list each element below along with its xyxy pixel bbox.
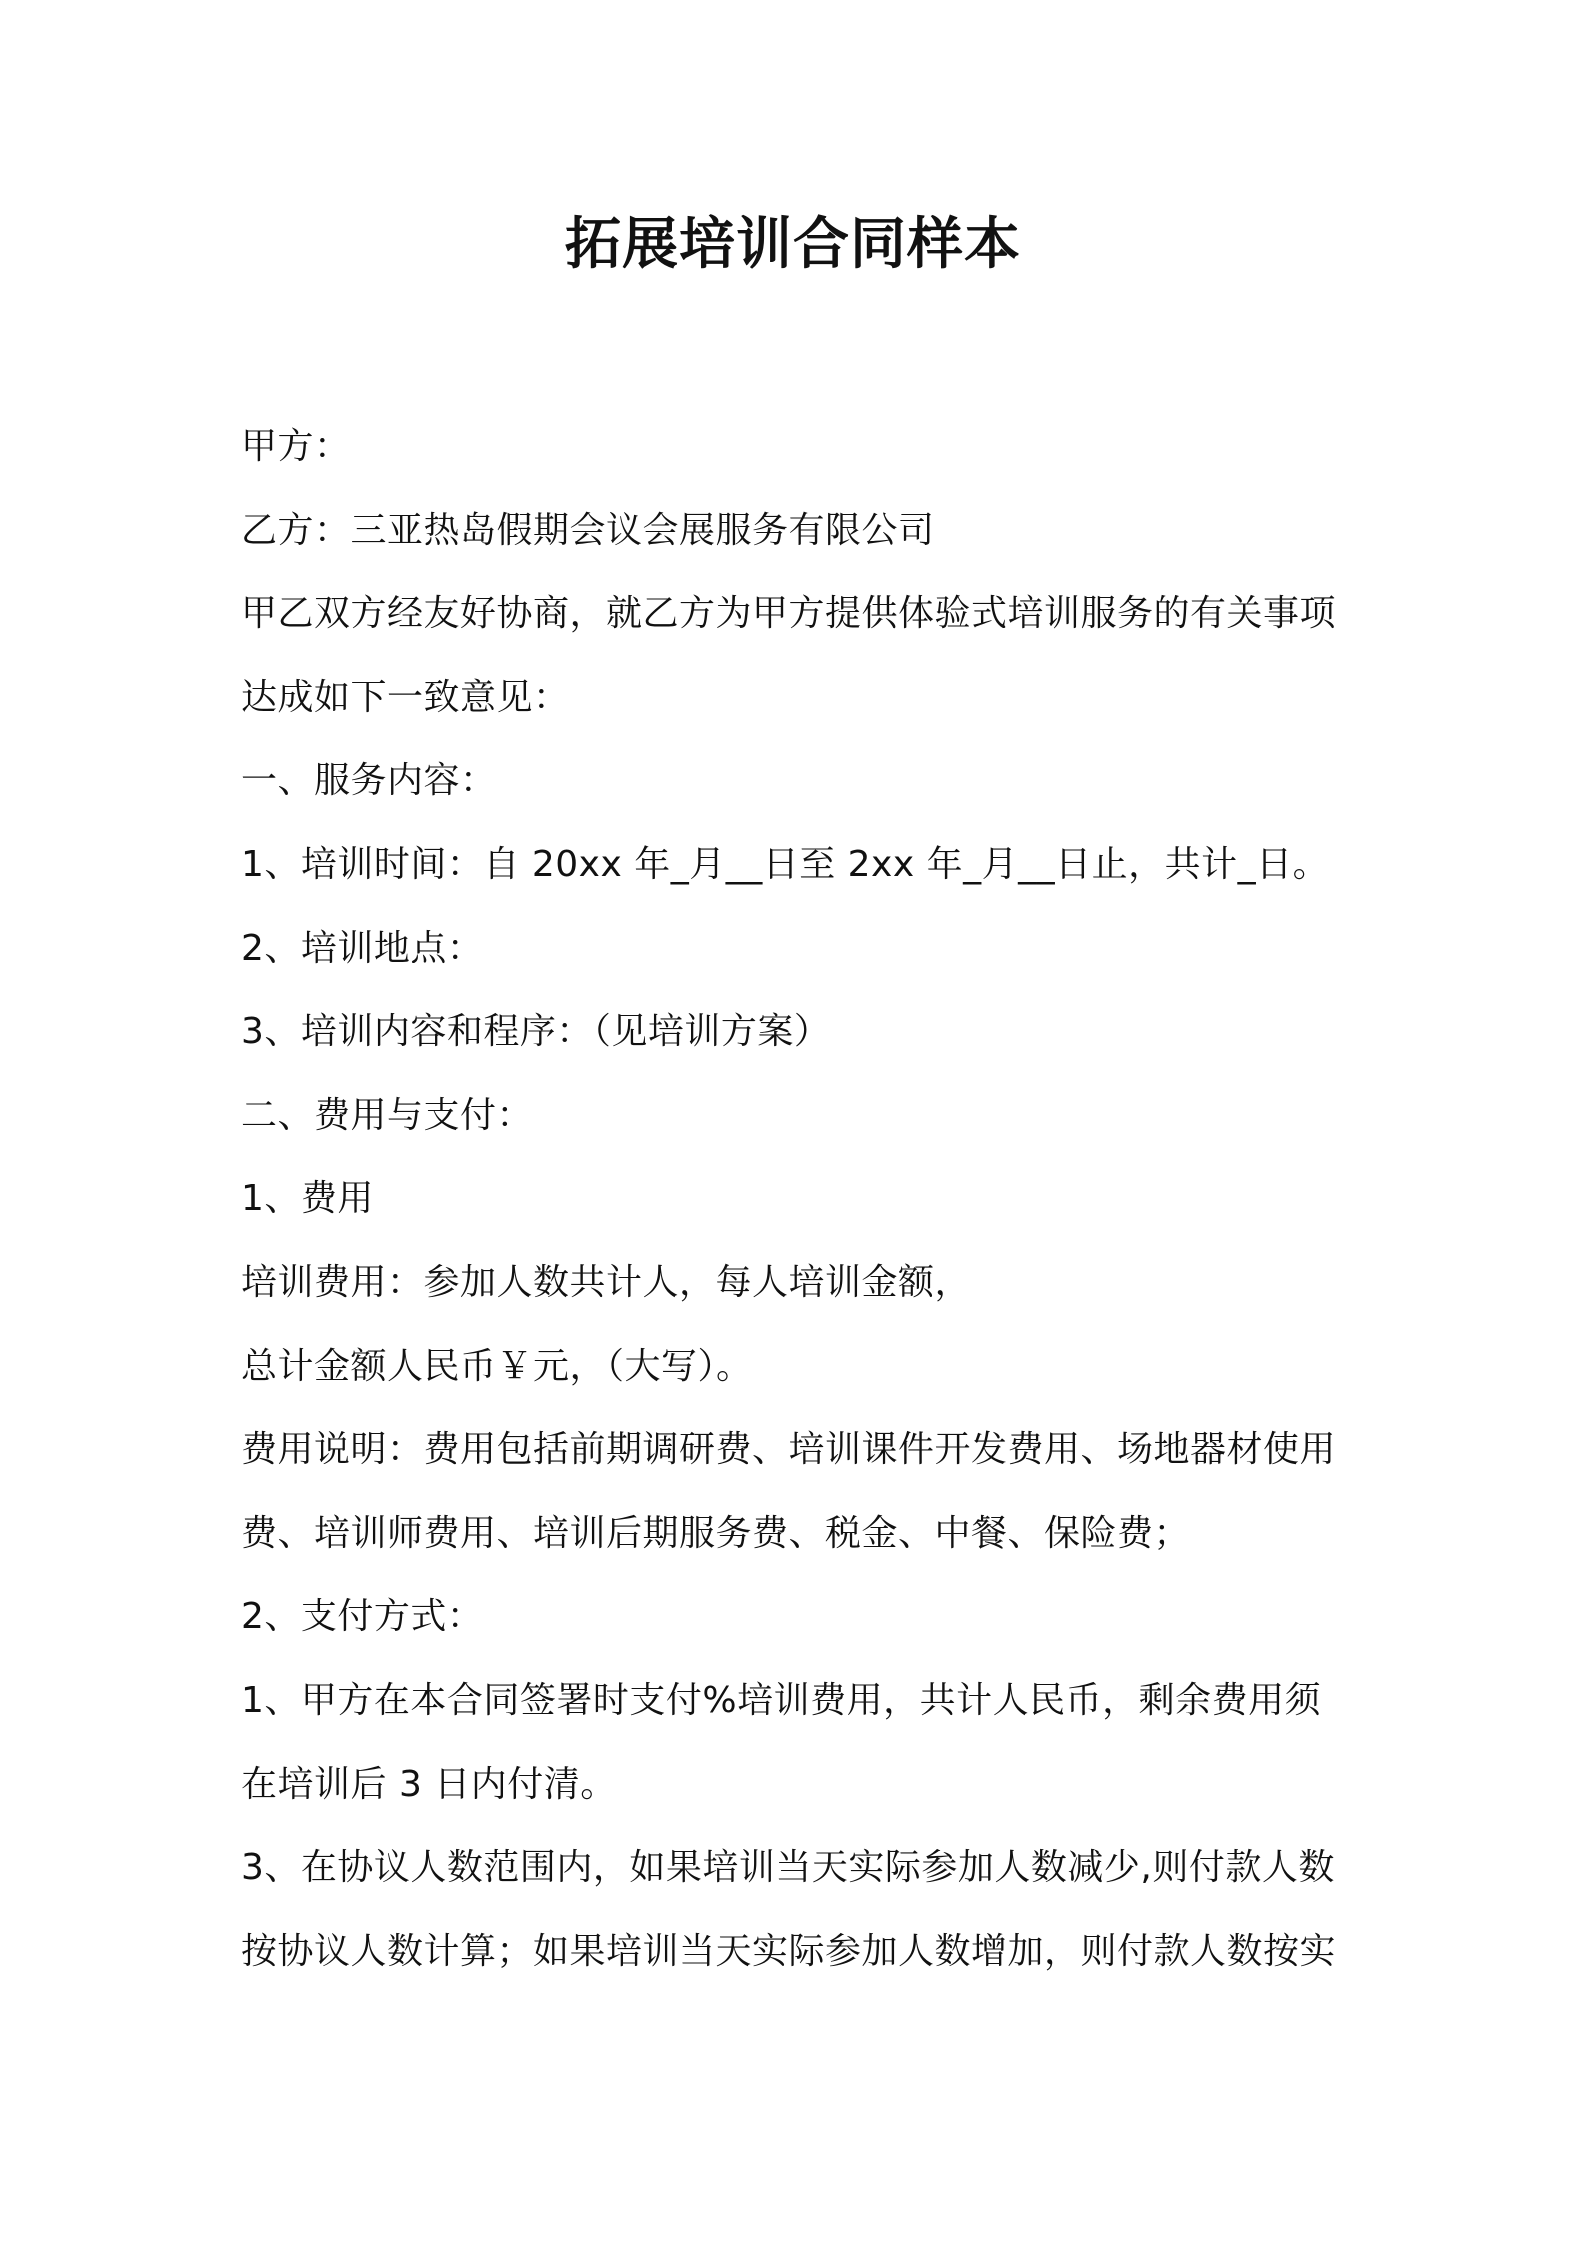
fees-subheading: 1、费用 (241, 1178, 374, 1220)
document-title: 拓展培训合同样本 (565, 212, 1021, 277)
total-amount-line: 总计金额人民币￥元，（大写）。 (241, 1345, 753, 1387)
section-service-content-heading: 一、服务内容： (241, 760, 497, 802)
payment-clause-3-line-1: 3、在协议人数范围内，如果培训当天实际参加人数减少,则付款人数 (241, 1847, 1335, 1889)
party-a-line: 甲方： (241, 426, 351, 467)
training-location-line: 2、培训地点： (241, 927, 484, 969)
payment-clause-1-line-2: 在培训后 3 日内付清。 (241, 1763, 617, 1805)
fee-description-line-1: 费用说明：费用包括前期调研费、培训课件开发费用、场地器材使用 (241, 1429, 1337, 1471)
section-fees-payment-heading: 二、费用与支付： (241, 1094, 534, 1136)
payment-clause-3-line-2: 按协议人数计算；如果培训当天实际参加人数增加，则付款人数按实 (241, 1930, 1337, 1972)
document-body (241, 405, 1361, 1993)
payment-clause-1-line-1: 1、甲方在本合同签署时支付%培训费用，共计人民币，剩余费用须 (241, 1679, 1322, 1721)
training-program-line: 3、培训内容和程序：（见培训方案） (241, 1011, 831, 1053)
training-fee-line: 培训费用：参加人数共计人，每人培训金额， (241, 1261, 972, 1303)
agreement-intro-line-2: 达成如下一致意见： (241, 676, 570, 718)
party-b-line: 乙方：三亚热岛假期会议会展服务有限公司 (241, 509, 935, 551)
training-time-line: 1、培训时间：自 20xx 年_月__日至 2xx 年_月__日止，共计_日。 (241, 843, 1330, 885)
agreement-intro-line-1: 甲乙双方经友好协商，就乙方为甲方提供体验式培训服务的有关事项 (241, 593, 1337, 635)
fee-description-line-2: 费、培训师费用、培训后期服务费、税金、中餐、保险费； (241, 1512, 1191, 1554)
payment-method-subheading: 2、支付方式： (241, 1596, 484, 1638)
